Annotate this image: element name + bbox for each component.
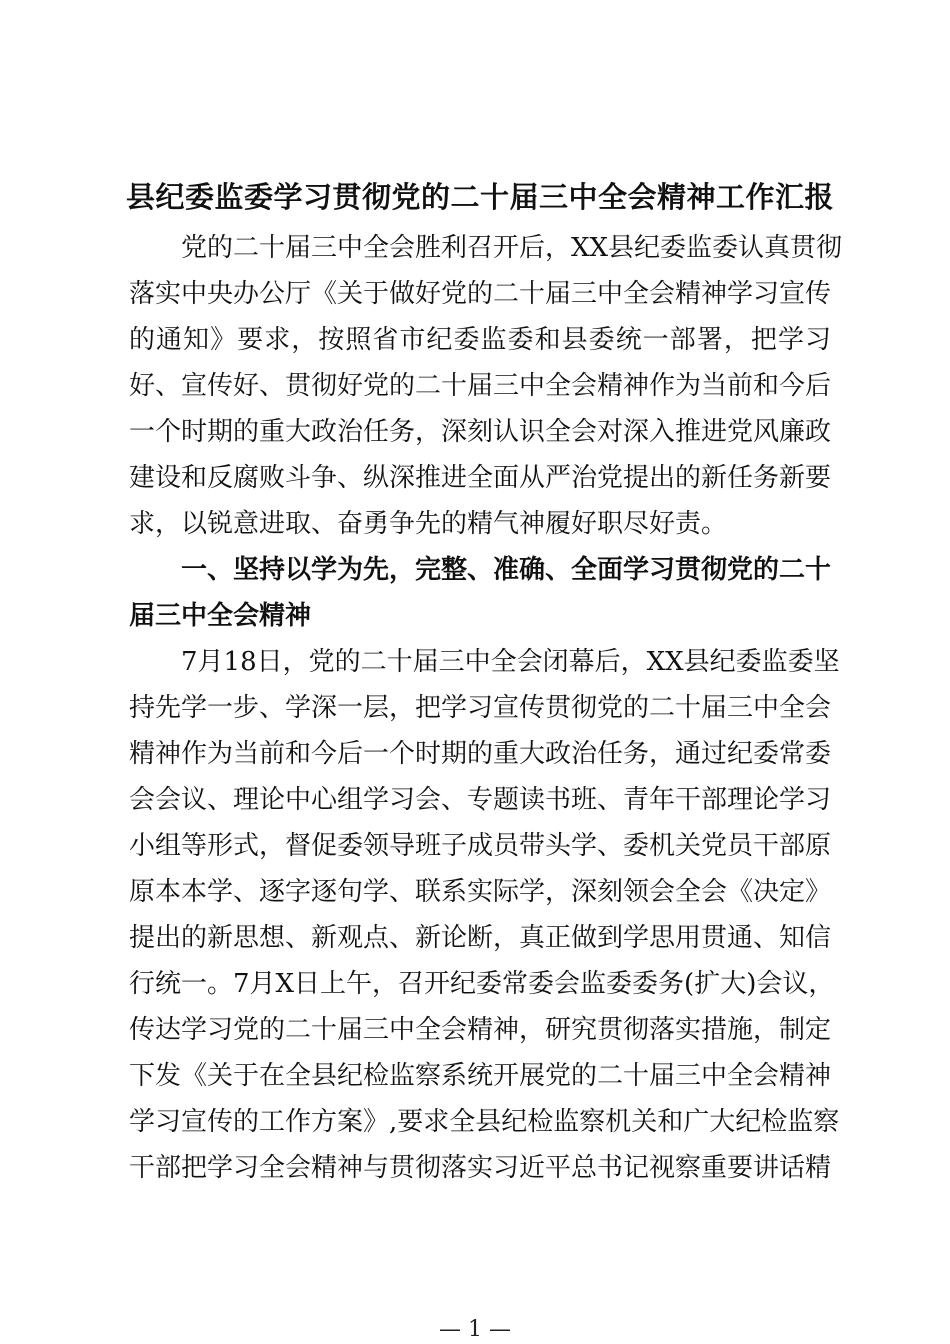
paragraph-line: 求，以锐意进取、奋勇争先的精气神履好职尽好责。	[129, 509, 728, 539]
paragraph-line: 小组等形式，督促委领导班子成员带头学、委机关党员干部原	[129, 831, 832, 861]
paragraph-line: 提出的新思想、新观点、新论断，真正做到学思用贯通、知信	[129, 923, 832, 953]
paragraph-line: 精神作为当前和今后一个时期的重大政治任务，通过纪委常委	[129, 739, 832, 769]
paragraph-line: 学习宣传的工作方案》,要求全县纪检监察机关和广大纪检监察	[129, 1107, 840, 1137]
paragraph-line: 持先学一步、学深一层，把学习宣传贯彻党的二十届三中全会	[129, 693, 832, 723]
page-number: — 1 —	[439, 1317, 511, 1342]
paragraph-line: 传达学习党的二十届三中全会精神，研究贯彻落实措施，制定	[129, 1015, 832, 1045]
paragraph-line: 好、宣传好、贯彻好党的二十届三中全会精神作为当前和今后	[129, 371, 832, 401]
paragraph-line: 党的二十届三中全会胜利召开后，XX县纪委监委认真贯彻	[181, 233, 843, 263]
paragraph-line: 行统一。7月X日上午，召开纪委常委会监委委务(扩大)会议，	[129, 969, 835, 999]
paragraph-line: 会会议、理论中心组学习会、专题读书班、青年干部理论学习	[129, 785, 832, 815]
paragraph-line: 一个时期的重大政治任务，深刻认识全会对深入推进党风廉政	[129, 417, 832, 447]
paragraph-line: 建设和反腐败斗争、纵深推进全面从严治党提出的新任务新要	[129, 463, 832, 493]
paragraph-line: 7月18日，党的二十届三中全会闭幕后，XX县纪委监委坚	[181, 647, 840, 677]
paragraph-line: 原本本学、逐字逐句学、联系实际学，深刻领会全会《决定》	[129, 877, 832, 907]
paragraph-line: 落实中央办公厅《关于做好党的二十届三中全会精神学习宣传	[129, 279, 832, 309]
document-body	[129, 225, 843, 1191]
document-title: 县纪委监委学习贯彻党的二十届三中全会精神工作汇报	[125, 180, 834, 214]
paragraph-line: 下发《关于在全县纪检监察系统开展党的二十届三中全会精神	[129, 1061, 832, 1091]
section-heading-line: 一、坚持以学为先，完整、准确、全面学习贯彻党的二十	[181, 555, 832, 585]
section-heading-line: 届三中全会精神	[129, 601, 312, 631]
paragraph-line: 的通知》要求，按照省市纪委监委和县委统一部署，把学习	[129, 325, 831, 355]
paragraph-line: 干部把学习全会精神与贯彻落实习近平总书记视察重要讲话精	[129, 1153, 832, 1183]
